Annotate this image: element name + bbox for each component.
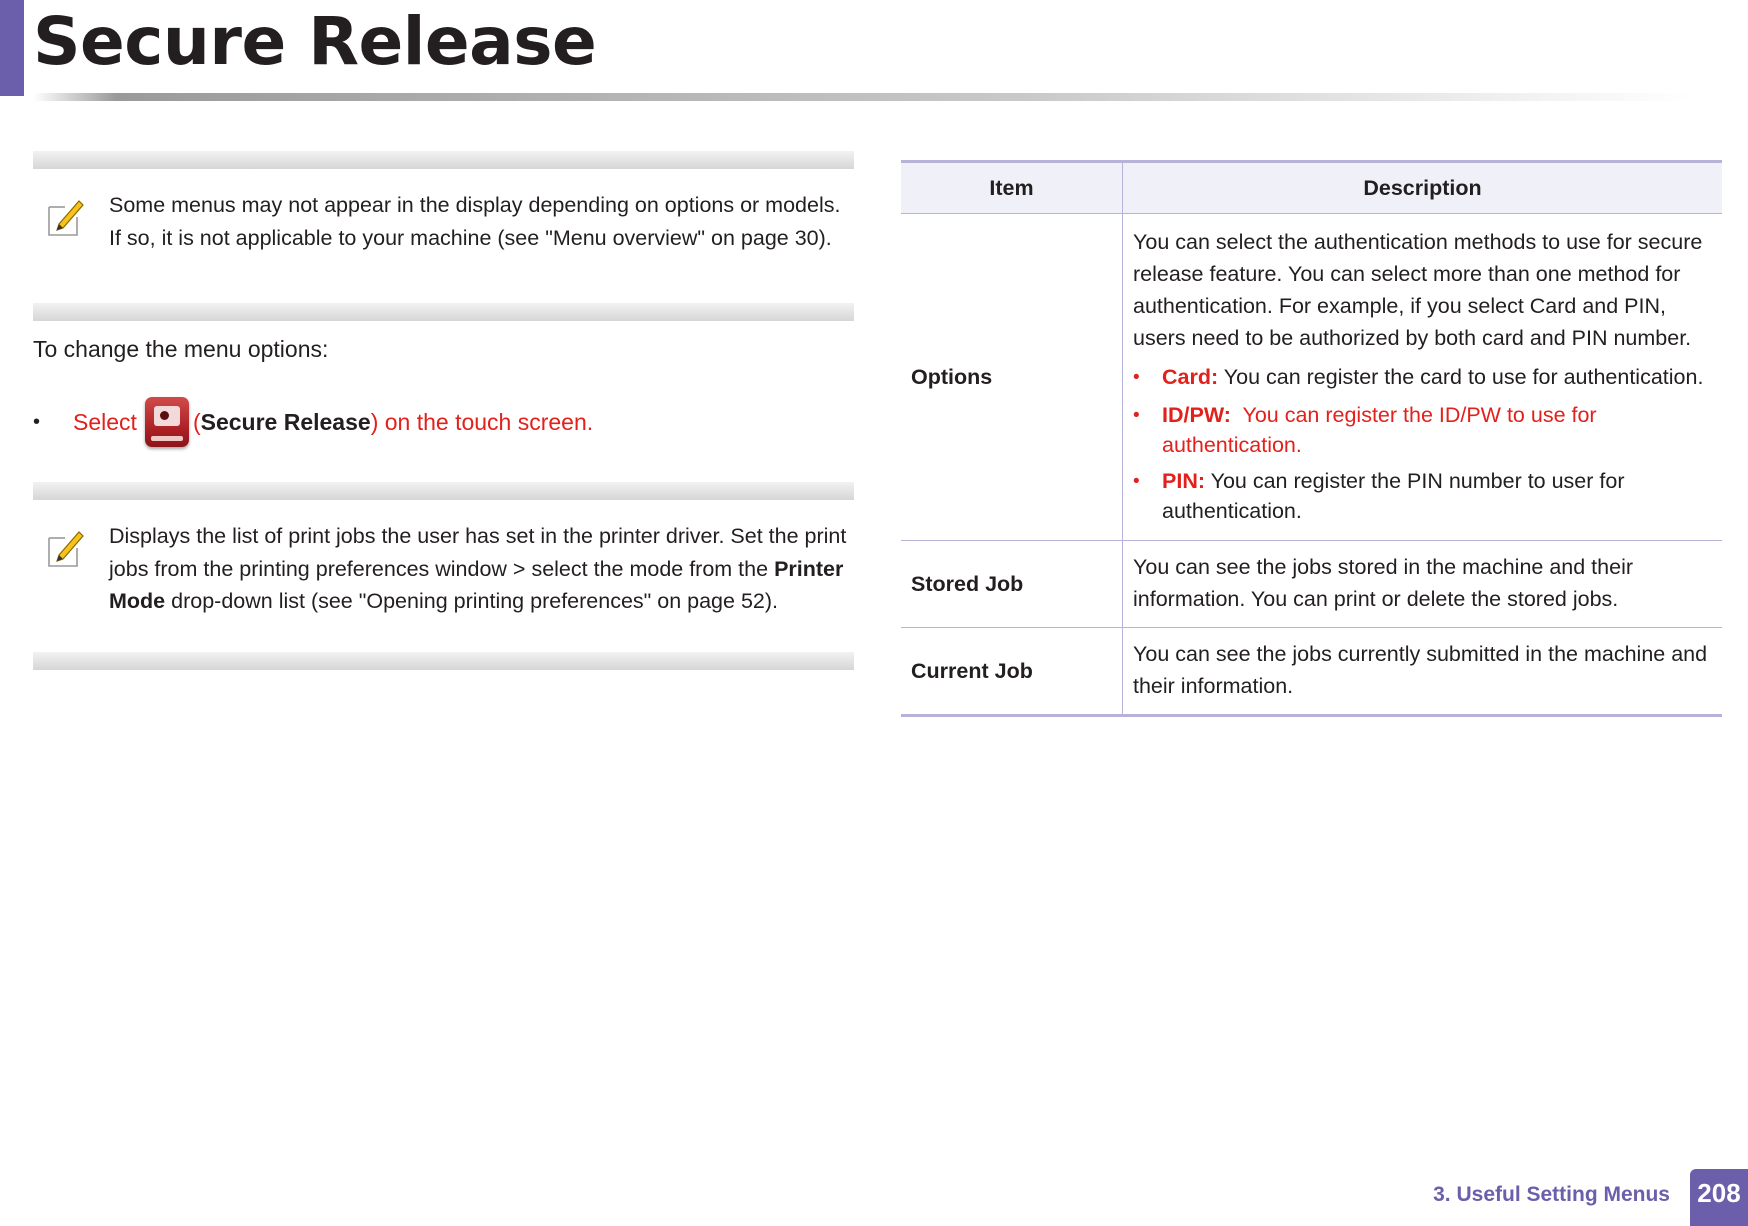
sub-bullet: • [1133,471,1140,492]
title-rule [33,93,1693,101]
header-item: Item [901,163,1123,213]
step-prefix: Select [73,408,137,435]
row-item-options: Options [901,214,1123,540]
header-description: Description [1363,176,1482,200]
footer-section-label: 3. Useful Setting Menus [1433,1183,1670,1206]
note-text-after: drop-down list (see "Opening printing preferences" on page 52). [171,589,778,613]
sub-text-card: You can register the card to use for authentication. [1223,365,1704,389]
page-number: 208 [1690,1169,1748,1226]
sub-label-card: Card: [1162,365,1219,389]
sub-text-idpw: You can register the ID/PW to use for authentication. [1162,403,1597,457]
row-item-current-job: Current Job [901,628,1123,714]
note-box-menus [33,151,854,321]
note-top-bar [33,482,854,500]
sub-bullet: • [1133,405,1140,426]
settings-table [901,160,1722,717]
pencil-note-icon [47,528,85,568]
intro-text: To change the menu options: [33,336,329,362]
pencil-note-icon [47,197,85,237]
note-body [33,169,854,303]
table-row-current-job [901,627,1722,714]
table-row-stored-job [901,540,1722,627]
note-text [109,520,854,618]
step-select-secure-release [33,392,593,452]
step-suffix: ) on the touch screen. [370,408,594,435]
options-description: You can select the authentication methods to use for secure release feature. You can select more than one method for authentication. For example, if you select Card and PIN, users need to be authorized by both card and PIN number. [1133,230,1703,350]
row-description-stored-job: You can see the jobs stored in the machine and their information. You can print or delete the stored jobs. [1133,555,1634,611]
note-body [33,500,854,652]
sub-label-idpw: ID/PW: [1162,403,1231,427]
row-item-stored-job: Stored Job [901,541,1123,627]
step-menu-name: Secure Release [200,408,371,435]
note-box-print-jobs [33,482,854,670]
sub-item-pin [1133,466,1712,526]
note-text-before: Displays the list of print jobs the user has set in the printer driver. Set the print jobs from the printing preferences window > select the mode from the [109,524,847,581]
table-header-row [901,163,1722,213]
left-accent-bar [0,0,24,96]
sub-item-idpw [1133,400,1712,460]
note-bottom-bar [33,303,854,321]
note-bold-printer-mode: Printer Mode [109,556,844,613]
note-text: Some menus may not appear in the display depending on options or models. If so, it is not applicable to your machine (see "Menu overview" on page 30). [109,193,841,250]
secure-release-icon [145,397,189,447]
row-description-current-job: You can see the jobs currently submitted in the machine and their information. [1133,642,1708,698]
table-row-options [901,213,1722,540]
sub-bullet: • [1133,367,1140,388]
sub-label-pin: PIN: [1162,469,1205,493]
bullet: • [33,410,41,433]
note-bottom-bar [33,652,854,670]
note-top-bar [33,151,854,169]
page-title: Secure Release [33,3,597,80]
sub-text-pin: You can register the PIN number to user for authentication. [1162,469,1625,523]
sub-item-card [1133,362,1712,394]
row-description-options [1123,214,1722,540]
step-open-paren: ( [192,408,201,435]
